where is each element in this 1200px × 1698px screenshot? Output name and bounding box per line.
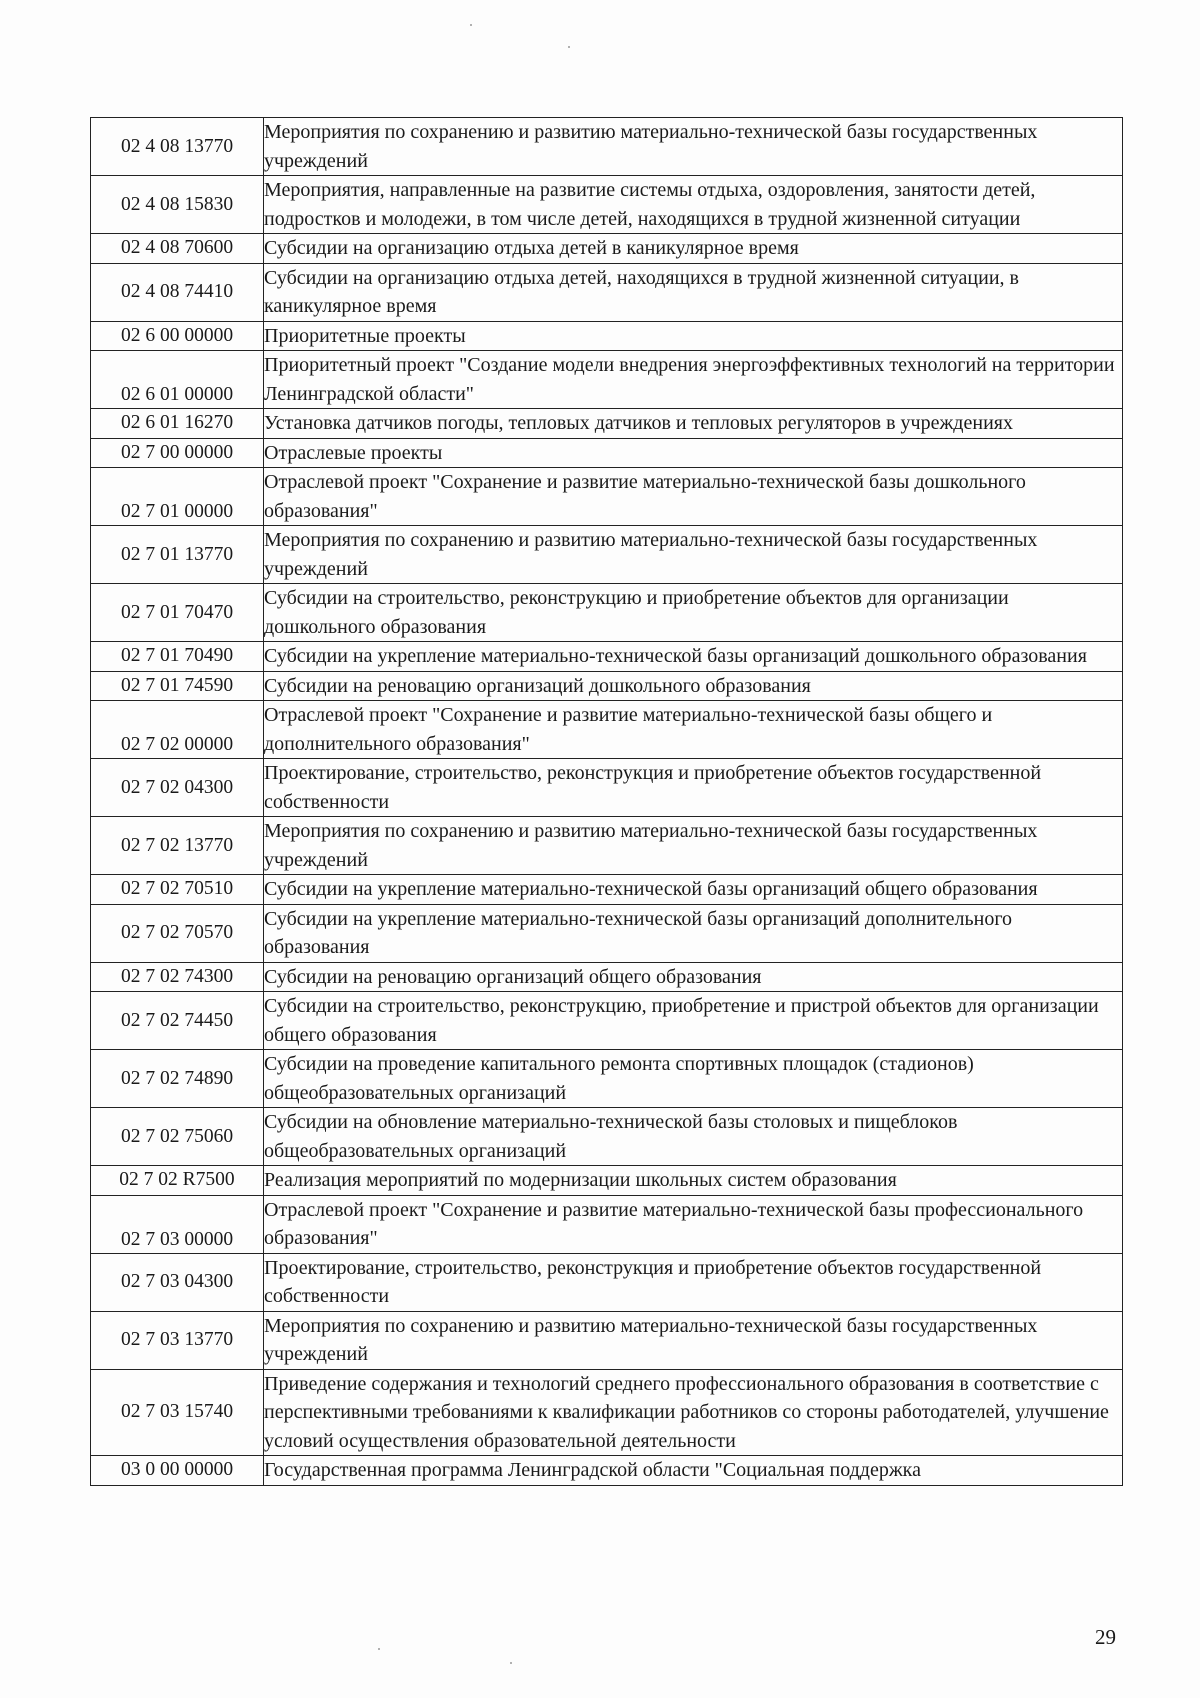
table-row — [91, 526, 1123, 584]
table-row — [91, 468, 1123, 526]
classification-code: 02 7 03 04300 — [91, 1253, 264, 1311]
table-row — [91, 1311, 1123, 1369]
expenditure-description: Приоритетный проект "Создание модели внедрения энергоэффективных технологий на территории Ленинградской области" — [264, 351, 1123, 409]
budget-code-table — [90, 117, 1123, 1486]
expenditure-description: Государственная программа Ленинградской области "Социальная поддержка — [264, 1456, 1123, 1486]
table-row — [91, 1456, 1123, 1486]
classification-code: 02 7 03 00000 — [91, 1195, 264, 1253]
expenditure-description: Мероприятия по сохранению и развитию материально-технической базы государственных учреждений — [264, 1311, 1123, 1369]
classification-code: 02 6 00 00000 — [91, 321, 264, 351]
classification-code: 02 7 02 13770 — [91, 817, 264, 875]
table-row — [91, 817, 1123, 875]
expenditure-description: Отраслевой проект "Сохранение и развитие материально-технической базы общего и дополнительного образования" — [264, 701, 1123, 759]
classification-code: 02 4 08 15830 — [91, 176, 264, 234]
table-row — [91, 584, 1123, 642]
expenditure-description: Субсидии на укрепление материально-технической базы организаций дошкольного образования — [264, 642, 1123, 672]
table-row — [91, 1195, 1123, 1253]
classification-code: 02 7 02 74300 — [91, 962, 264, 992]
table-row — [91, 875, 1123, 905]
table-row — [91, 962, 1123, 992]
table-row — [91, 1369, 1123, 1456]
scan-speck — [378, 1648, 380, 1650]
table-row — [91, 1050, 1123, 1108]
expenditure-description: Субсидии на организацию отдыха детей в каникулярное время — [264, 234, 1123, 264]
table-row — [91, 759, 1123, 817]
classification-code: 02 7 01 13770 — [91, 526, 264, 584]
table-body — [91, 118, 1123, 1486]
classification-code: 02 4 08 13770 — [91, 118, 264, 176]
expenditure-description: Проектирование, строительство, реконструкция и приобретение объектов государственной собственности — [264, 1253, 1123, 1311]
classification-code: 02 7 02 04300 — [91, 759, 264, 817]
expenditure-description: Приведение содержания и технологий среднего профессионального образования в соответствие с перспективными требованиями к квалификации работников со стороны работодателей, улучшение условий осуществления образовательной деятельности — [264, 1369, 1123, 1456]
classification-code: 02 4 08 74410 — [91, 263, 264, 321]
classification-code: 02 7 01 70490 — [91, 642, 264, 672]
table-row — [91, 438, 1123, 468]
table-row — [91, 1108, 1123, 1166]
page-number: 29 — [1095, 1625, 1116, 1649]
expenditure-description: Субсидии на укрепление материально-технической базы организаций общего образования — [264, 875, 1123, 905]
expenditure-description: Субсидии на строительство, реконструкцию и приобретение объектов для организации дошкольного образования — [264, 584, 1123, 642]
table-row — [91, 118, 1123, 176]
table-row — [91, 321, 1123, 351]
expenditure-description: Субсидии на проведение капитального ремонта спортивных площадок (стадионов) общеобразовательных организаций — [264, 1050, 1123, 1108]
classification-code: 02 7 02 75060 — [91, 1108, 264, 1166]
table-row — [91, 671, 1123, 701]
table-row — [91, 1166, 1123, 1196]
expenditure-description: Реализация мероприятий по модернизации школьных систем образования — [264, 1166, 1123, 1196]
table-row — [91, 351, 1123, 409]
classification-code: 02 7 01 70470 — [91, 584, 264, 642]
expenditure-description: Мероприятия по сохранению и развитию материально-технической базы государственных учреждений — [264, 118, 1123, 176]
expenditure-description: Отраслевые проекты — [264, 438, 1123, 468]
classification-code: 03 0 00 00000 — [91, 1456, 264, 1486]
classification-code: 02 7 02 R7500 — [91, 1166, 264, 1196]
classification-code: 02 6 01 00000 — [91, 351, 264, 409]
expenditure-description: Субсидии на укрепление материально-технической базы организаций дополнительного образования — [264, 904, 1123, 962]
table-row — [91, 904, 1123, 962]
classification-code: 02 4 08 70600 — [91, 234, 264, 264]
expenditure-description: Проектирование, строительство, реконструкция и приобретение объектов государственной собственности — [264, 759, 1123, 817]
expenditure-description: Мероприятия, направленные на развитие системы отдыха, оздоровления, занятости детей, подростков и молодежи, в том числе детей, находящихся в трудной жизненной ситуации — [264, 176, 1123, 234]
expenditure-description: Мероприятия по сохранению и развитию материально-технической базы государственных учреждений — [264, 817, 1123, 875]
expenditure-description: Отраслевой проект "Сохранение и развитие материально-технической базы дошкольного образования" — [264, 468, 1123, 526]
table-row — [91, 409, 1123, 439]
expenditure-description: Установка датчиков погоды, тепловых датчиков и тепловых регуляторов в учреждениях — [264, 409, 1123, 439]
classification-code: 02 7 02 74450 — [91, 992, 264, 1050]
table-row — [91, 263, 1123, 321]
expenditure-description: Субсидии на обновление материально-технической базы столовых и пищеблоков общеобразовательных организаций — [264, 1108, 1123, 1166]
expenditure-description: Отраслевой проект "Сохранение и развитие материально-технической базы профессионального образования" — [264, 1195, 1123, 1253]
scan-speck — [510, 1662, 512, 1664]
scan-speck — [470, 24, 472, 26]
expenditure-description: Субсидии на строительство, реконструкцию, приобретение и пристрой объектов для организации общего образования — [264, 992, 1123, 1050]
table-row — [91, 701, 1123, 759]
classification-code: 02 7 03 13770 — [91, 1311, 264, 1369]
classification-code: 02 7 02 00000 — [91, 701, 264, 759]
table-row — [91, 1253, 1123, 1311]
expenditure-description: Мероприятия по сохранению и развитию материально-технической базы государственных учреждений — [264, 526, 1123, 584]
classification-code: 02 7 02 74890 — [91, 1050, 264, 1108]
classification-code: 02 7 02 70510 — [91, 875, 264, 905]
table-row — [91, 176, 1123, 234]
expenditure-description: Субсидии на реновацию организаций общего образования — [264, 962, 1123, 992]
expenditure-description: Субсидии на организацию отдыха детей, находящихся в трудной жизненной ситуации, в каникулярное время — [264, 263, 1123, 321]
expenditure-description: Приоритетные проекты — [264, 321, 1123, 351]
classification-code: 02 7 01 74590 — [91, 671, 264, 701]
classification-code: 02 7 03 15740 — [91, 1369, 264, 1456]
scan-speck — [568, 46, 570, 48]
classification-code: 02 6 01 16270 — [91, 409, 264, 439]
classification-code: 02 7 01 00000 — [91, 468, 264, 526]
classification-code: 02 7 00 00000 — [91, 438, 264, 468]
table-row — [91, 642, 1123, 672]
classification-code: 02 7 02 70570 — [91, 904, 264, 962]
expenditure-description: Субсидии на реновацию организаций дошкольного образования — [264, 671, 1123, 701]
table-row — [91, 992, 1123, 1050]
table-row — [91, 234, 1123, 264]
